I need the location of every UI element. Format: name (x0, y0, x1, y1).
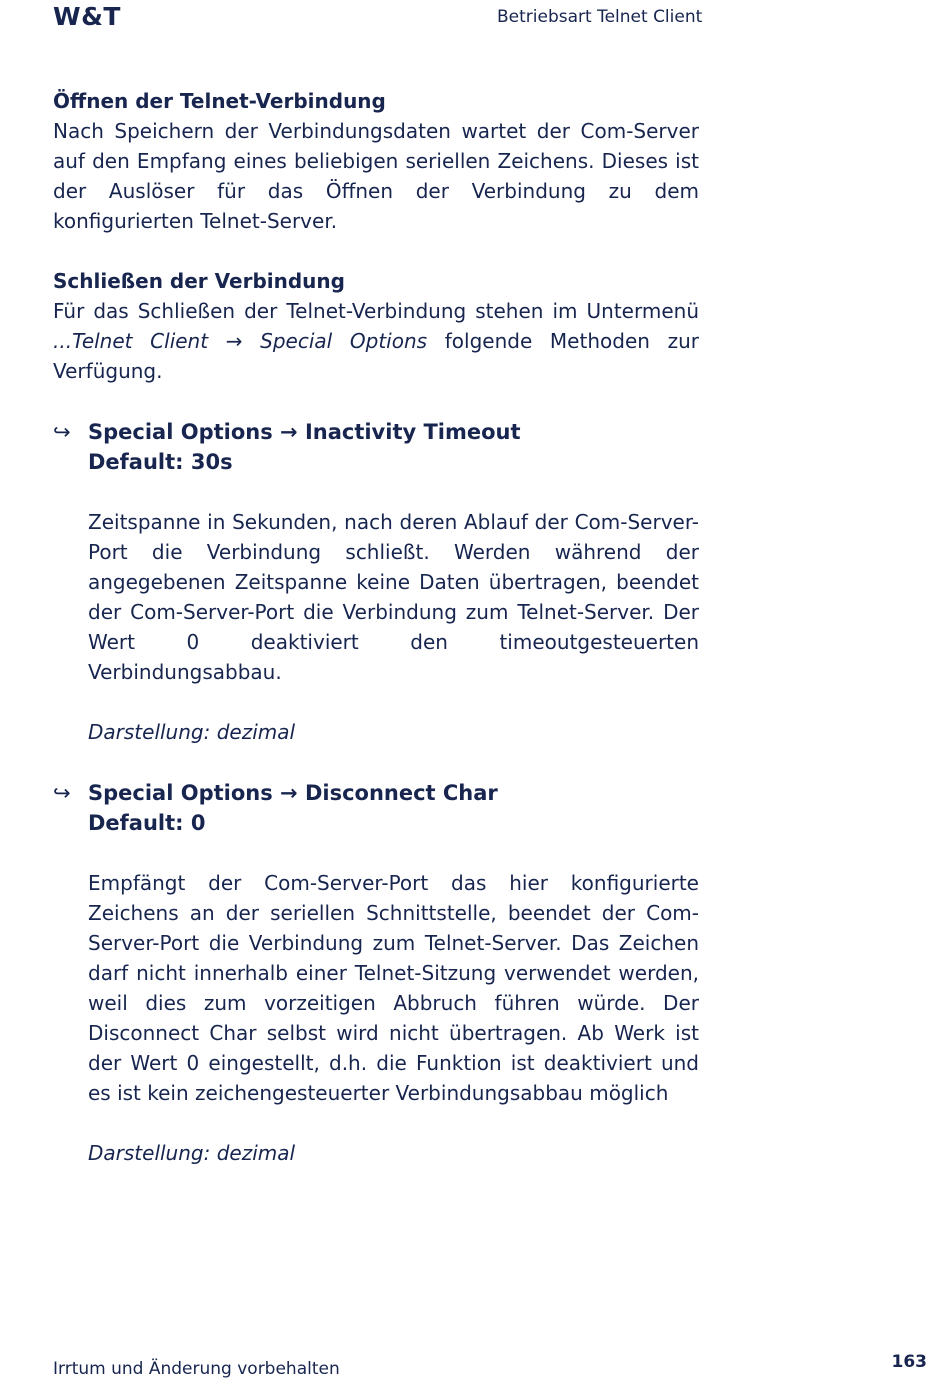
hook-arrow-icon: ↪ (53, 420, 71, 444)
open-connection-section (53, 86, 699, 236)
option-description: Zeitspanne in Sekunden, nach deren Ablauf der Com-Server-Port die Verbindung schließt. Werden während der angegebenen Zeitspanne keine Daten übertragen, beendet der Com-Server-Port die Verbindung zum Telnet-Server. Der Wert 0 deaktiviert den timeoutgesteuerten Verbindungsabbau. (88, 510, 699, 684)
close-connection-text (53, 296, 699, 386)
option-title: Special Options → Inactivity Timeout (88, 420, 521, 444)
hook-arrow-icon: ↪ (53, 781, 71, 805)
open-connection-text: Nach Speichern der Verbindungsdaten wartet der Com-Server auf den Empfang eines beliebigen seriellen Zeichens. Dieses ist der Auslöser für das Öffnen der Verbindung zu dem konfigurierten Telnet-Server. (53, 119, 699, 233)
option-inactivity-timeout-heading (53, 417, 713, 477)
option-default: Default: 30s (88, 450, 233, 474)
running-head: Betriebsart Telnet Client (497, 7, 703, 27)
option-title: Special Options → Disconnect Char (88, 781, 498, 805)
close-connection-heading: Schließen der Verbindung (53, 269, 345, 293)
option-disconnect-char-heading (53, 778, 713, 838)
footer-note: Irrtum und Änderung vorbehalten (53, 1359, 340, 1379)
company-logo: W&T (53, 2, 121, 31)
open-connection-heading: Öffnen der Telnet-Verbindung (53, 89, 386, 113)
close-connection-section (53, 266, 699, 386)
close-text-a: Für das Schließen der Telnet-Verbindung stehen im Untermenü (53, 299, 699, 323)
option-disconnect-char-body (88, 868, 699, 1168)
page-number: 163 (891, 1352, 927, 1372)
option-representation: Darstellung: dezimal (88, 720, 296, 744)
option-inactivity-timeout-body (88, 507, 699, 747)
option-representation: Darstellung: dezimal (88, 1141, 296, 1165)
option-default: Default: 0 (88, 811, 206, 835)
option-description: Empfängt der Com-Server-Port das hier konfigurierte Zeichens an der seriellen Schnittstelle, beendet der Com-Server-Port die Verbindung zum Telnet-Server. Das Zeichen darf nicht innerhalb einer Telnet-Sitzung verwendet werden, weil dies zum vorzeitigen Abbruch führen würde. Der Disconnect Char selbst wird nicht übertragen. Ab Werk ist der Wert 0 eingestellt, d.h. die Funktion ist deaktiviert und es ist kein zeichengesteuerter Verbindungsabbau möglich (88, 871, 699, 1105)
menu-path: ...Telnet Client → Special Options (53, 329, 428, 353)
close-text-b: folgende Methoden zur Verfügung. (53, 329, 699, 383)
